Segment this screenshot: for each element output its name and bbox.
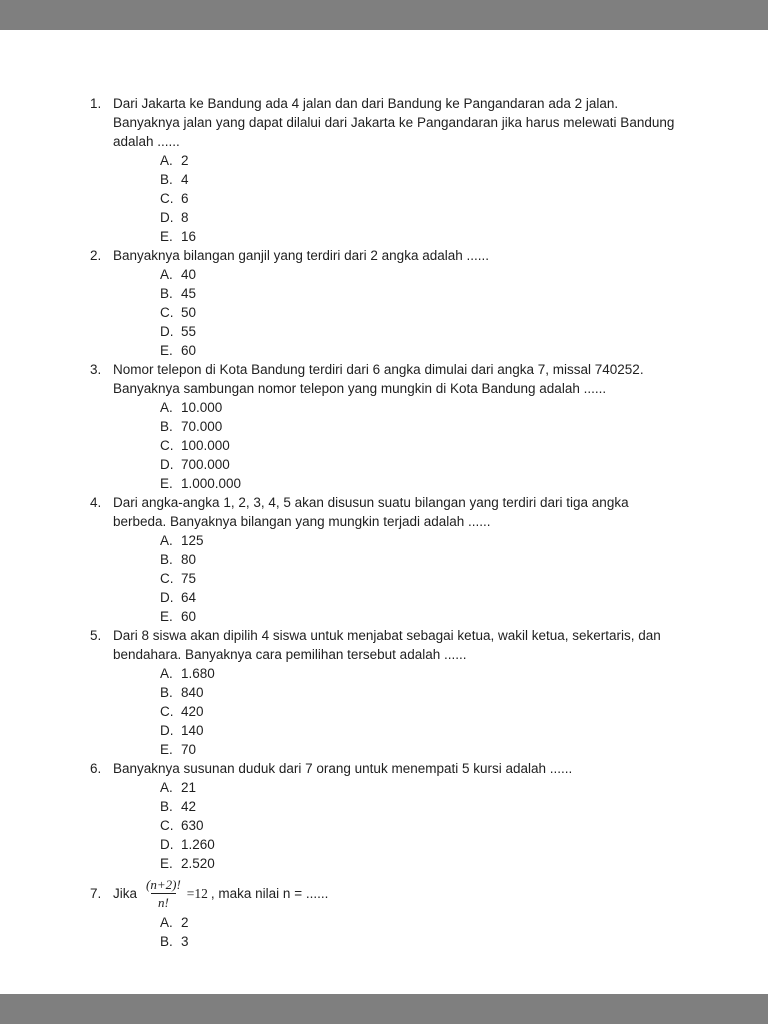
question-body xyxy=(113,493,684,626)
question-item xyxy=(90,626,684,759)
option-label: A. xyxy=(160,267,173,282)
math-prefix-text: Jika xyxy=(113,885,138,901)
question-item xyxy=(90,493,684,626)
question-item xyxy=(90,759,684,873)
question-text: Nomor telepon di Kota Bandung terdiri dari 6 angka dimulai dari angka 7, missal 740252. Banyaknya sambungan nomor telepon yang mungkin di Kota Bandung adalah ...... xyxy=(113,362,644,396)
option-row xyxy=(160,913,684,932)
question-text xyxy=(113,873,684,913)
question-number: 4. xyxy=(90,495,102,510)
option-list xyxy=(113,151,684,246)
option-value: 70 xyxy=(181,742,197,757)
option-label: E. xyxy=(160,476,173,491)
question-number: 6. xyxy=(90,761,102,776)
math-fraction xyxy=(144,877,183,910)
option-value: 420 xyxy=(181,704,204,719)
option-label: D. xyxy=(160,837,174,852)
option-value: 1.000.000 xyxy=(181,476,242,491)
option-row xyxy=(160,436,684,455)
option-value: 630 xyxy=(181,818,204,833)
option-label: C. xyxy=(160,438,174,453)
option-row xyxy=(160,702,684,721)
option-row xyxy=(160,398,684,417)
option-list xyxy=(113,531,684,626)
option-value: 60 xyxy=(181,609,197,624)
option-label: A. xyxy=(160,533,173,548)
option-value: 55 xyxy=(181,324,197,339)
question-body xyxy=(113,94,684,246)
option-value: 21 xyxy=(181,780,197,795)
question-list xyxy=(90,94,684,951)
question-text: Dari Jakarta ke Bandung ada 4 jalan dan dari Bandung ke Pangandaran ada 2 jalan. Banyaknya jalan yang dapat dilalui dari Jakarta ke Pangandaran jika harus melewati Bandung adalah ...... xyxy=(113,96,675,149)
option-row xyxy=(160,303,684,322)
option-label: E. xyxy=(160,343,173,358)
question-body xyxy=(113,626,684,759)
option-label: C. xyxy=(160,818,174,833)
option-label: D. xyxy=(160,590,174,605)
option-row xyxy=(160,284,684,303)
option-value: 80 xyxy=(181,552,197,567)
option-label: E. xyxy=(160,229,173,244)
option-label: B. xyxy=(160,419,173,434)
option-row xyxy=(160,531,684,550)
option-value: 2 xyxy=(181,915,189,930)
option-value: 6 xyxy=(181,191,189,206)
option-label: B. xyxy=(160,799,173,814)
option-value: 42 xyxy=(181,799,197,814)
option-value: 1.680 xyxy=(181,666,215,681)
option-value: 10.000 xyxy=(181,400,223,415)
fraction-denominator: n! xyxy=(151,893,176,910)
option-value: 60 xyxy=(181,343,197,358)
option-list xyxy=(113,664,684,759)
option-label: A. xyxy=(160,915,173,930)
option-value: 40 xyxy=(181,267,197,282)
option-label: B. xyxy=(160,685,173,700)
fraction-numerator: (n+2)! xyxy=(146,876,181,892)
option-row xyxy=(160,797,684,816)
question-text: Banyaknya susunan duduk dari 7 orang untuk menempati 5 kursi adalah ...... xyxy=(113,761,573,776)
option-label: A. xyxy=(160,400,173,415)
option-label: C. xyxy=(160,704,174,719)
option-label: D. xyxy=(160,210,174,225)
question-text: Dari 8 siswa akan dipilih 4 siswa untuk menjabat sebagai ketua, wakil ketua, sekertaris, dan bendahara. Banyaknya cara pemilihan tersebut adalah ...... xyxy=(113,628,661,662)
question-body xyxy=(113,759,684,873)
option-row xyxy=(160,778,684,797)
option-label: B. xyxy=(160,286,173,301)
document-page xyxy=(0,30,768,994)
option-value: 2.520 xyxy=(181,856,215,871)
math-suffix-text: , maka nilai n = ...... xyxy=(210,885,329,901)
option-row xyxy=(160,170,684,189)
option-label: B. xyxy=(160,172,173,187)
option-row xyxy=(160,854,684,873)
option-list xyxy=(113,265,684,360)
option-row xyxy=(160,341,684,360)
option-row xyxy=(160,550,684,569)
question-item xyxy=(90,873,684,951)
option-value: 70.000 xyxy=(181,419,223,434)
option-row xyxy=(160,588,684,607)
question-text: Dari angka-angka 1, 2, 3, 4, 5 akan disusun suatu bilangan yang terdiri dari tiga angka berbeda. Banyaknya bilangan yang mungkin terjadi adalah ...... xyxy=(113,495,629,529)
option-row xyxy=(160,569,684,588)
question-number: 1. xyxy=(90,96,102,111)
option-row xyxy=(160,816,684,835)
option-value: 1.260 xyxy=(181,837,215,852)
option-row xyxy=(160,417,684,436)
option-row xyxy=(160,740,684,759)
question-number: 5. xyxy=(90,628,102,643)
option-value: 140 xyxy=(181,723,204,738)
option-label: D. xyxy=(160,457,174,472)
option-value: 75 xyxy=(181,571,197,586)
option-value: 50 xyxy=(181,305,197,320)
option-value: 3 xyxy=(181,934,189,949)
option-list xyxy=(113,913,684,951)
question-item xyxy=(90,246,684,360)
option-row xyxy=(160,265,684,284)
option-label: C. xyxy=(160,305,174,320)
option-label: B. xyxy=(160,552,173,567)
option-row xyxy=(160,664,684,683)
option-row xyxy=(160,151,684,170)
option-value: 45 xyxy=(181,286,197,301)
option-row xyxy=(160,322,684,341)
question-body xyxy=(113,360,684,493)
option-row xyxy=(160,227,684,246)
option-value: 840 xyxy=(181,685,204,700)
question-number: 2. xyxy=(90,248,102,263)
option-list xyxy=(113,398,684,493)
option-value: 16 xyxy=(181,229,197,244)
option-value: 8 xyxy=(181,210,189,225)
option-value: 64 xyxy=(181,590,197,605)
option-value: 125 xyxy=(181,533,204,548)
option-label: A. xyxy=(160,666,173,681)
question-text: Banyaknya bilangan ganjil yang terdiri dari 2 angka adalah ...... xyxy=(113,248,489,263)
option-label: C. xyxy=(160,191,174,206)
option-label: E. xyxy=(160,609,173,624)
option-row xyxy=(160,208,684,227)
option-row xyxy=(160,721,684,740)
question-number: 3. xyxy=(90,362,102,377)
math-rhs-text: =12 xyxy=(186,885,208,901)
option-row xyxy=(160,607,684,626)
option-value: 2 xyxy=(181,153,189,168)
question-body xyxy=(113,873,684,951)
option-label: C. xyxy=(160,571,174,586)
question-number: 7. xyxy=(90,886,102,901)
option-label: E. xyxy=(160,856,173,871)
option-label: A. xyxy=(160,780,173,795)
option-row xyxy=(160,835,684,854)
option-label: E. xyxy=(160,742,173,757)
option-list xyxy=(113,778,684,873)
option-value: 100.000 xyxy=(181,438,230,453)
question-item xyxy=(90,94,684,246)
option-row xyxy=(160,189,684,208)
option-row xyxy=(160,474,684,493)
option-row xyxy=(160,932,684,951)
option-row xyxy=(160,455,684,474)
option-label: D. xyxy=(160,723,174,738)
option-label: B. xyxy=(160,934,173,949)
option-label: D. xyxy=(160,324,174,339)
option-value: 4 xyxy=(181,172,189,187)
option-value: 700.000 xyxy=(181,457,230,472)
option-row xyxy=(160,683,684,702)
option-label: A. xyxy=(160,153,173,168)
question-item xyxy=(90,360,684,493)
question-body xyxy=(113,246,684,360)
